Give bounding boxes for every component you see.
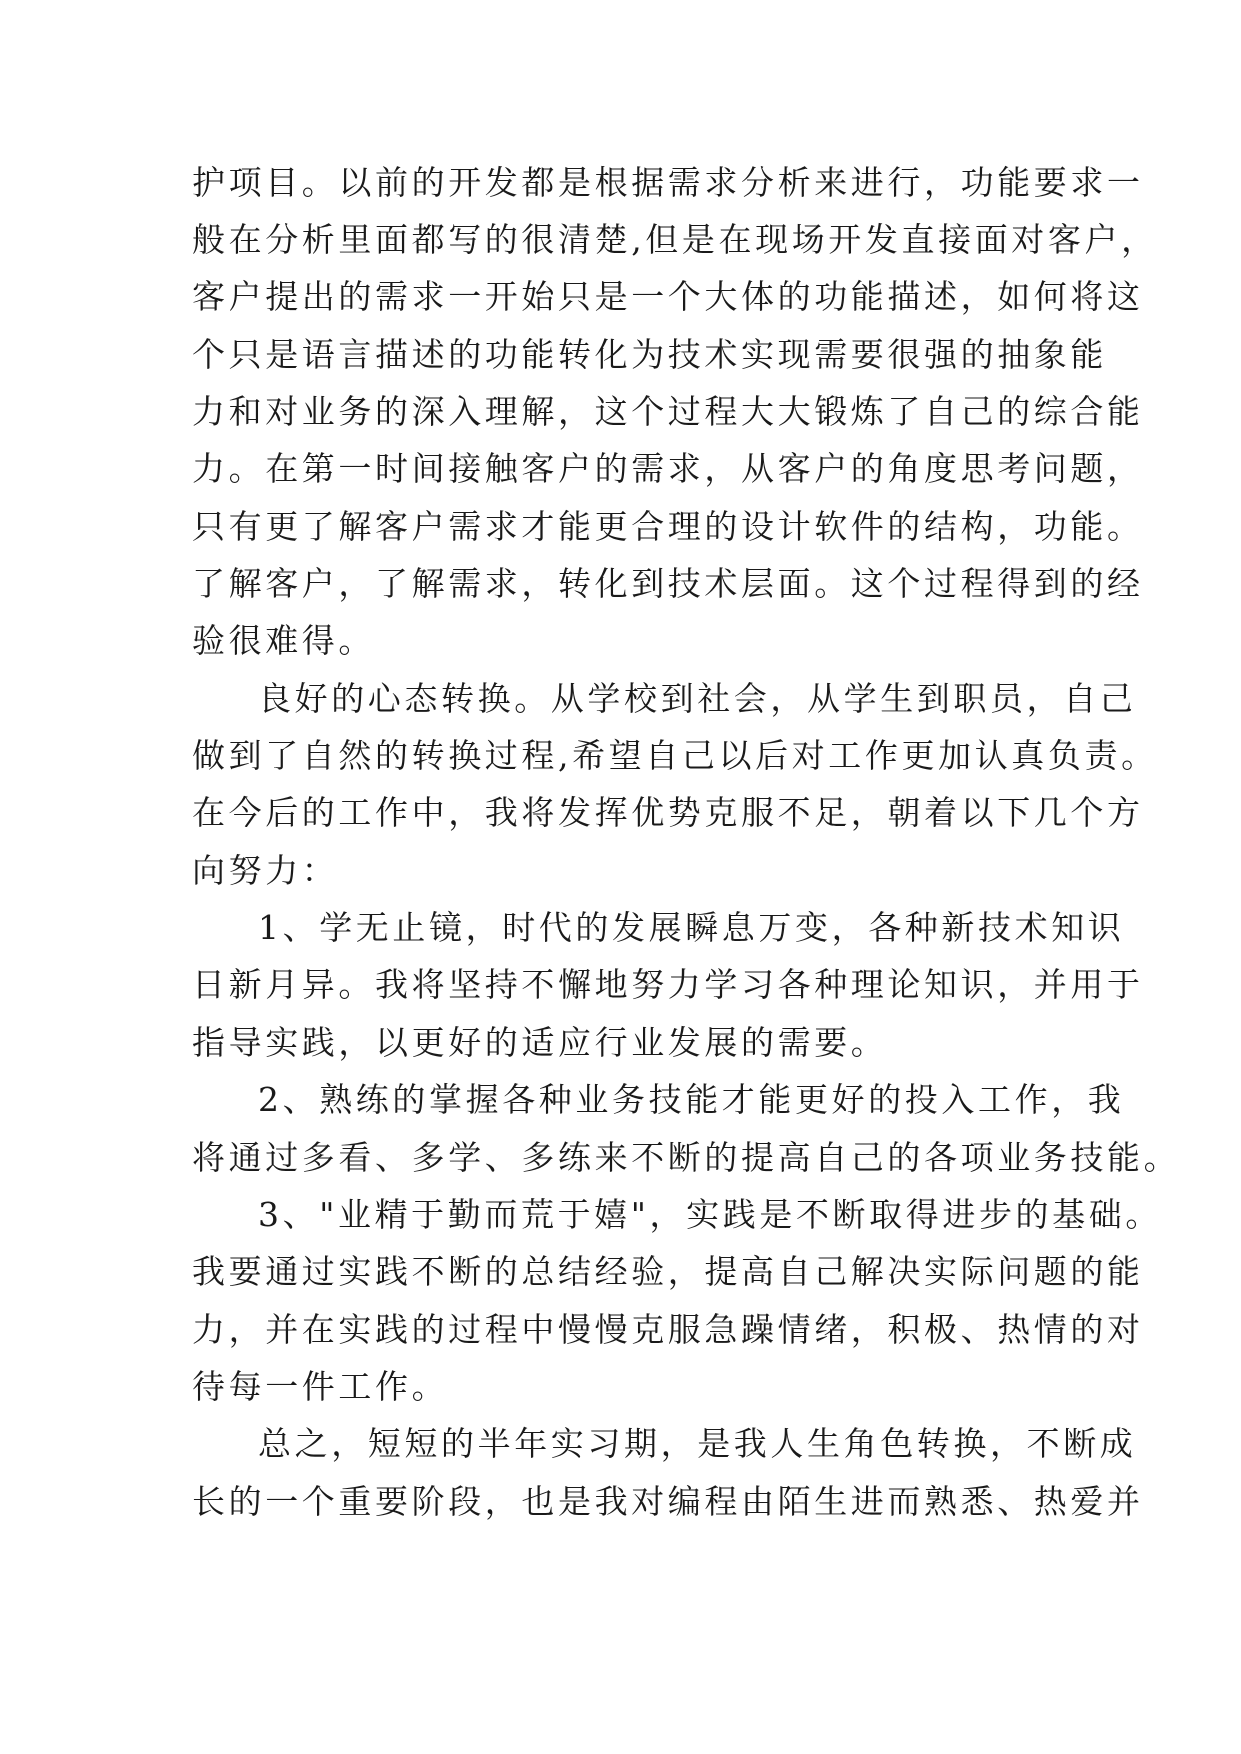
- body-text-line: 我要通过实践不断的总结经验，提高自己解决实际问题的能: [192, 1252, 1144, 1291]
- body-text-line: 般在分析里面都写的很清楚,但是在现场开发直接面对客户，: [192, 220, 1158, 259]
- body-text-line: 客户提出的需求一开始只是一个大体的功能描述，如何将这: [192, 277, 1144, 316]
- body-text-line: 力，并在实践的过程中慢慢克服急躁情绪，积极、热情的对: [192, 1310, 1144, 1349]
- body-text-line: 只有更了解客户需求才能更合理的设计软件的结构，功能。: [192, 507, 1144, 546]
- list-item-2-first-line: 2、熟练的掌握各种业务技能才能更好的投入工作，我: [258, 1080, 1125, 1119]
- body-text-line: 指导实践，以更好的适应行业发展的需要。: [192, 1023, 888, 1062]
- body-text-line: 在今后的工作中，我将发挥优势克服不足，朝着以下几个方: [192, 793, 1144, 832]
- list-item-3-first-line: 3、"业精于勤而荒于嬉"，实践是不断取得进步的基础。: [258, 1195, 1162, 1234]
- list-item-1-first-line: 1、学无止镜，时代的发展瞬息万变，各种新技术知识: [258, 908, 1125, 947]
- body-text-line: 向努力：: [192, 851, 339, 890]
- body-text-line: 待每一件工作。: [192, 1367, 449, 1406]
- body-text-line: 了解客户，了解需求，转化到技术层面。这个过程得到的经: [192, 564, 1144, 603]
- body-text-line: 日新月异。我将坚持不懈地努力学习各种理论知识，并用于: [192, 965, 1144, 1004]
- paragraph-first-line: 总之，短短的半年实习期，是我人生角色转换，不断成: [258, 1424, 1137, 1463]
- body-text-line: 护项目。以前的开发都是根据需求分析来进行，功能要求一: [192, 163, 1144, 202]
- body-text-line: 长的一个重要阶段，也是我对编程由陌生进而熟悉、热爱并: [192, 1482, 1144, 1521]
- body-text-line: 将通过多看、多学、多练来不断的提高自己的各项业务技能。: [192, 1138, 1181, 1177]
- body-text-line: 力和对业务的深入理解，这个过程大大锻炼了自己的综合能: [192, 392, 1144, 431]
- body-text-line: 力。在第一时间接触客户的需求，从客户的角度思考问题，: [192, 449, 1144, 488]
- paragraph-first-line: 良好的心态转换。从学校到社会，从学生到职员，自己: [258, 679, 1137, 718]
- body-text-line: 验很难得。: [192, 621, 375, 660]
- body-text-line: 个只是语言描述的功能转化为技术实现需要很强的抽象能: [192, 335, 1107, 374]
- body-text-line: 做到了自然的转换过程,希望自己以后对工作更加认真负责。: [192, 736, 1158, 775]
